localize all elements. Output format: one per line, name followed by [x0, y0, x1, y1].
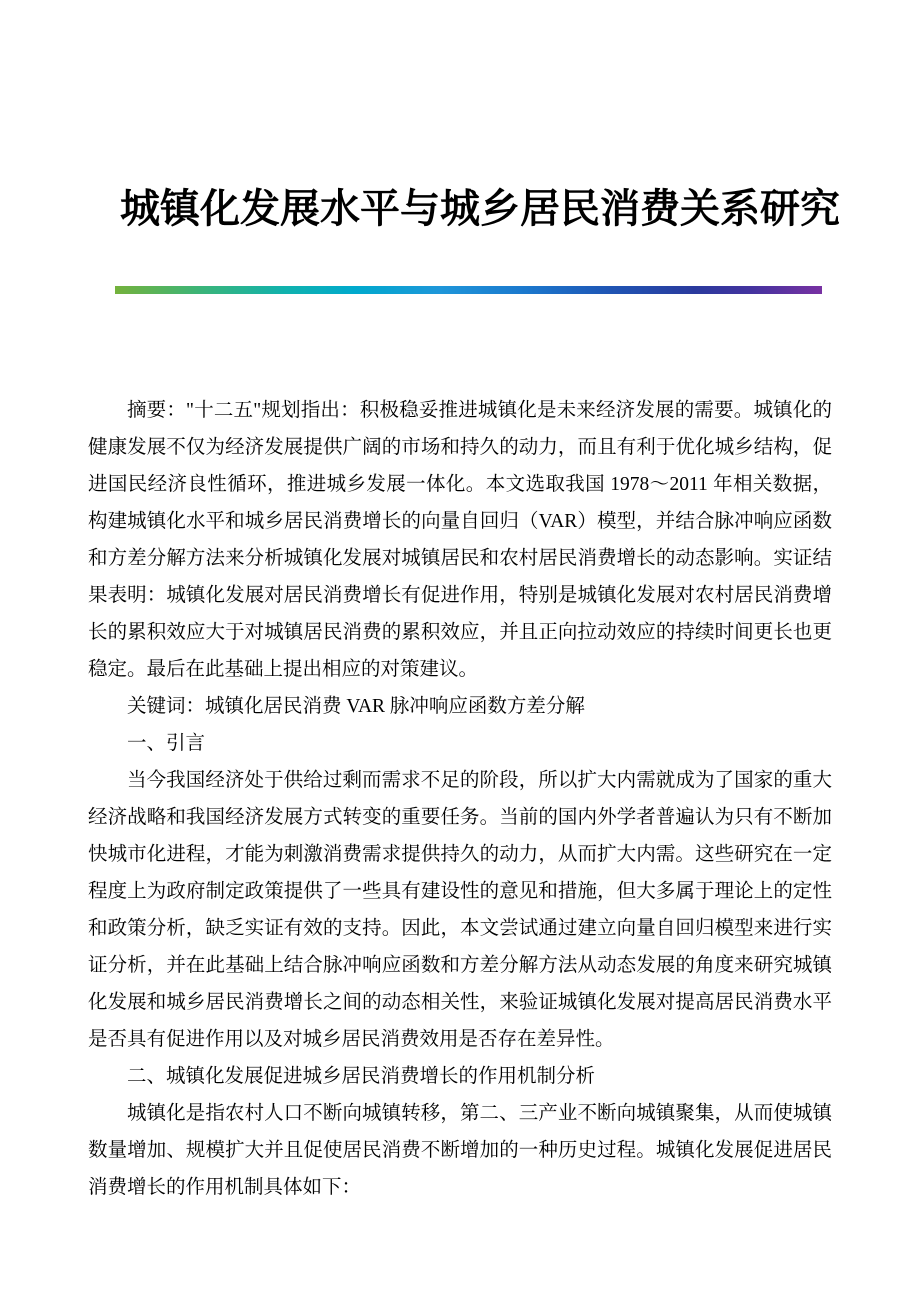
heading-section-2-mechanism: 二、城镇化发展促进城乡居民消费增长的作用机制分析 [127, 1066, 596, 1087]
paragraph-keywords: 关键词：城镇化居民消费 VAR 脉冲响应函数方差分解 [127, 696, 585, 717]
gradient-divider [115, 286, 822, 294]
document-body [88, 392, 832, 1206]
document-title: 城镇化发展水平与城乡居民消费关系研究 [120, 186, 840, 231]
paragraph-mechanism-body: 城镇化是指农村人口不断向城镇转移，第二、三产业不断向城镇聚集，从而使城镇数量增加、规模扩大并且促使居民消费不断增加的一种历史过程。城镇化发展促进居民消费增长的作用机制具体如下： [88, 1103, 832, 1198]
paragraph-abstract: 摘要："十二五"规划指出：积极稳妥推进城镇化是未来经济发展的需要。城镇化的健康发展不仅为经济发展提供广阔的市场和持久的动力，而且有利于优化城乡结构，促进国民经济良性循环，推进城乡发展一体化。本文选取我国 1978～2011 年相关数据，构建城镇化水平和城乡居民消费增长的向量自回归（VAR）模型，并结合脉冲响应函数和方差分解方法来分析城镇化发展对城镇居民和农村居民消费增长的动态影响。实证结果表明：城镇化发展对居民消费增长有促进作用，特别是城镇化发展对农村居民消费增长的累积效应大于对城镇居民消费的累积效应，并且正向拉动效应的持续时间更长也更稳定。最后在此基础上提出相应的对策建议。 [88, 400, 832, 680]
paragraph-introduction-body: 当今我国经济处于供给过剩而需求不足的阶段，所以扩大内需就成为了国家的重大经济战略和我国经济发展方式转变的重要任务。当前的国内外学者普遍认为只有不断加快城市化进程，才能为刺激消费需求提供持久的动力，从而扩大内需。这些研究在一定程度上为政府制定政策提供了一些具有建设性的意见和措施，但大多属于理论上的定性和政策分析，缺乏实证有效的支持。因此，本文尝试通过建立向量自回归模型来进行实证分析，并在此基础上结合脉冲响应函数和方差分解方法从动态发展的角度来研究城镇化发展和城乡居民消费增长之间的动态相关性，来验证城镇化发展对提高居民消费水平是否具有促进作用以及对城乡居民消费效用是否存在差异性。 [88, 770, 832, 1050]
heading-section-1-introduction: 一、引言 [127, 733, 206, 754]
